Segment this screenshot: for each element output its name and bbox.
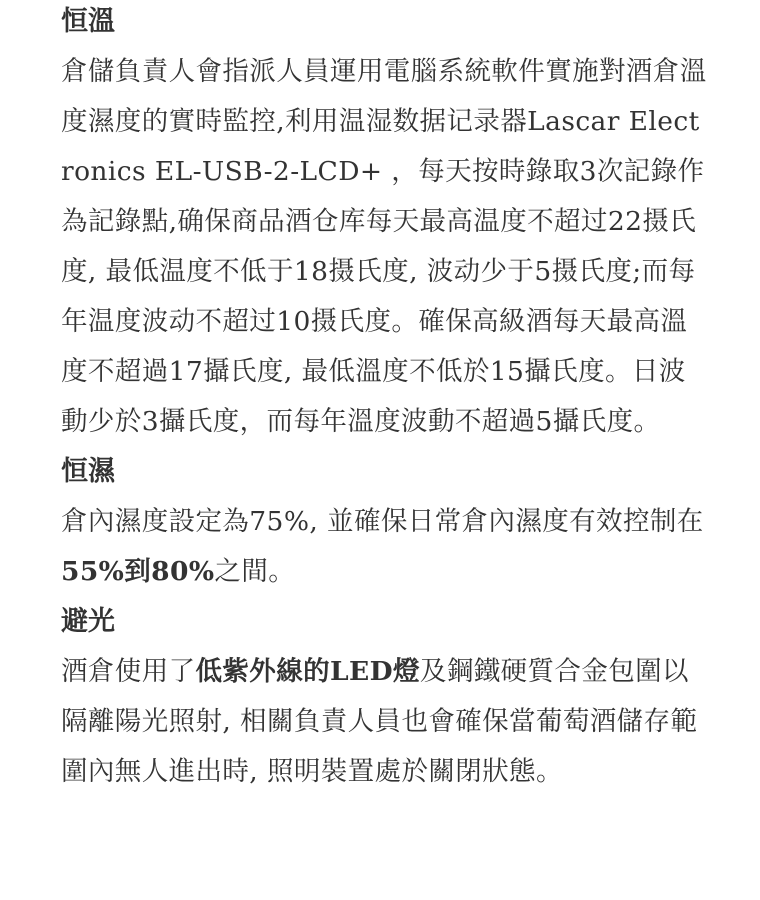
heading-constant-temperature: 恒溫: [61, 6, 115, 37]
article-content: [61, 0, 711, 797]
paragraph-constant-humidity: [61, 497, 711, 597]
heading-light-avoidance: 避光: [61, 606, 115, 637]
paragraph-light-avoidance: [61, 647, 711, 797]
led-lighting-bold: 低紫外線的LED燈: [195, 656, 420, 687]
light-text-prefix: 酒倉使用了: [61, 656, 196, 687]
paragraph-constant-temperature: 倉儲負責人會指派人員運用電腦系統軟件實施對酒倉溫度濕度的實時監控,利用温湿数据记录器Lascar Electronics EL-USB-2-LCD+ ，每天按時錄取3次記錄作為記錄點,确保商品酒仓库每天最高温度不超过22摄氏度, 最低温度不低于18摄氏度, 波动少于5摄氏度;而每年温度波动不超过10摄氏度。確保高級酒每天最高溫度不超過17攝氏度, 最低溫度不低於15攝氏度。日波動少於3攝氏度，而每年溫度波動不超過5攝氏度。: [61, 56, 707, 437]
humidity-range-bold: 55%到80%: [61, 556, 215, 587]
humidity-text-prefix: 倉內濕度設定為75%, 並確保日常倉內濕度有效控制在: [61, 506, 704, 537]
light-text-suffix: 及鋼鐵硬質合金包圍以隔離陽光照射, 相關負責人員也會確保當葡萄酒儲存範圍內無人進出時, 照明裝置處於關閉狀態。: [61, 656, 698, 787]
humidity-text-suffix: 之間。: [214, 556, 296, 587]
heading-constant-humidity: 恒濕: [61, 456, 115, 487]
